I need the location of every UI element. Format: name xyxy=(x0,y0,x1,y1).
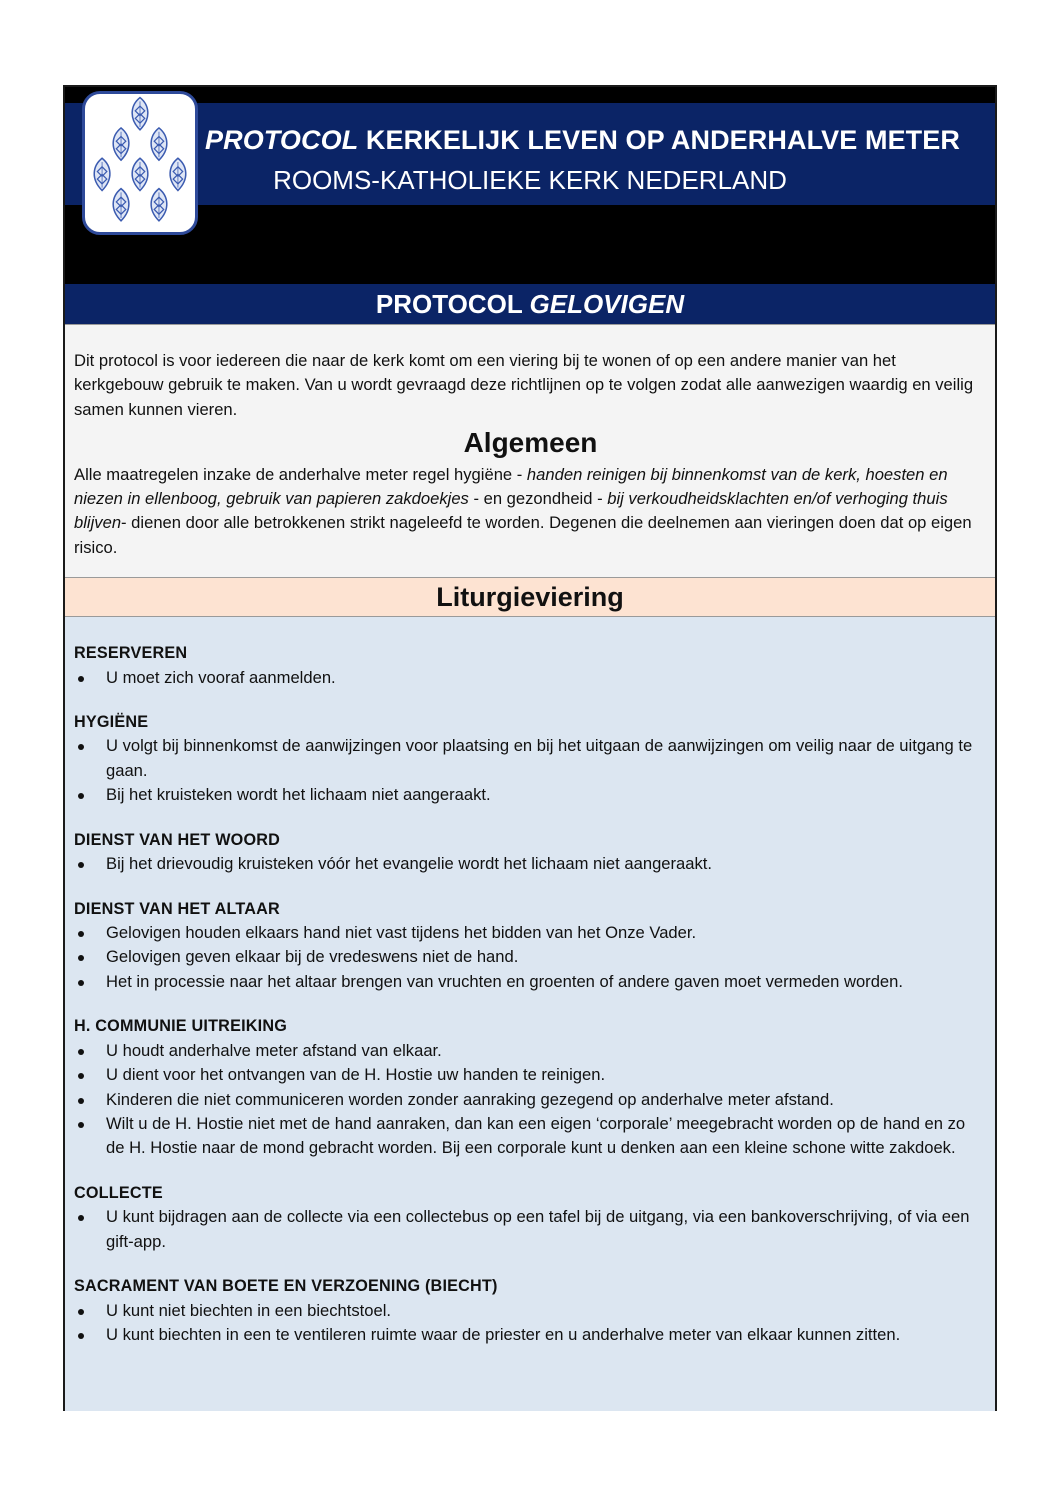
bullet-list xyxy=(74,1205,987,1254)
section-dienst-van-het-altaar xyxy=(74,897,987,995)
protocol-label-italic: GELOVIGEN xyxy=(529,289,685,319)
section-biecht xyxy=(74,1274,987,1347)
header-title-italic: PROTOCOL xyxy=(205,125,359,155)
list-item: Bij het kruisteken wordt het lichaam niet aangeraakt. xyxy=(74,783,987,807)
section-dienst-van-het-woord xyxy=(74,828,987,877)
list-item: U kunt niet biechten in een biechtstoel. xyxy=(74,1299,987,1323)
section-communie-uitreiking xyxy=(74,1014,987,1161)
section-reserveren xyxy=(74,641,987,690)
list-item: U kunt bijdragen aan de collecte via een collectebus op een tafel bij de uitgang, via een bankoverschrijving, of via een gift-app. xyxy=(74,1205,987,1254)
algemeen-part-2: handen reinigen bij binnenkomst van de kerk, hoesten en niezen in ellenboog, gebruik van papieren zakdoekjes xyxy=(74,464,948,509)
section-collecte xyxy=(74,1181,987,1254)
bullet-list xyxy=(74,921,987,994)
protocol-gelovigen-heading xyxy=(65,284,995,324)
bullet-list xyxy=(74,734,987,807)
list-item: U volgt bij binnenkomst de aanwijzingen voor plaatsing en bij het uitgaan de aanwijzingen om veilig naar de uitgang te gaan. xyxy=(74,734,987,783)
header-block xyxy=(65,87,995,284)
section-heading: RESERVEREN xyxy=(74,644,188,662)
header-subtitle: ROOMS-KATHOLIEKE KERK NEDERLAND xyxy=(273,165,787,195)
list-item: U kunt biechten in een te ventileren ruimte waar de priester en u anderhalve meter van elkaar kunnen zitten. xyxy=(74,1323,987,1347)
list-item: Het in processie naar het altaar brengen van vruchten en groenten of andere gaven moet vermeden worden. xyxy=(74,970,987,994)
algemeen-part-3: - en gezondheid - xyxy=(468,489,608,509)
header-title-rest: KERKELIJK LEVEN OP ANDERHALVE METER xyxy=(358,125,960,155)
intro-paragraph: Dit protocol is voor iedereen die naar de kerk komt om een viering bij te wonen of op een andere manier van het kerkgebouw gebruik te maken. Van u wordt gevraagd deze richtlijnen op te volgen zodat alle aanwezigen waardig en veilig samen kunnen vieren. xyxy=(74,351,974,419)
section-heading: SACRAMENT VAN BOETE EN VERZOENING (BIECHT) xyxy=(74,1277,498,1296)
bullet-list xyxy=(74,1299,987,1348)
algemeen-part-5: - dienen door alle betrokkenen strikt nageleefd te worden. Degenen die deelnemen aan vieringen doen dat op eigen risico. xyxy=(74,513,972,557)
bullet-list xyxy=(74,852,987,876)
algemeen-heading: Algemeen xyxy=(463,426,598,458)
list-item: Gelovigen houden elkaars hand niet vast tijdens het bidden van het Onze Vader. xyxy=(74,921,987,945)
list-item: Wilt u de H. Hostie niet met de hand aanraken, dan kan een eigen ‘corporale’ meegebracht worden op de hand en zo de H. Hostie naar de mond gebracht worden. Bij een corporale kunt u denken aan een kleine schone witte zakdoek. xyxy=(74,1112,987,1161)
section-hygiene xyxy=(74,710,987,808)
list-item: Gelovigen geven elkaar bij de vredeswens niet de hand. xyxy=(74,945,987,969)
list-item: Bij het drievoudig kruisteken vóór het evangelie wordt het lichaam niet aangeraakt. xyxy=(74,852,987,876)
bullet-list xyxy=(74,666,987,690)
diocese-logo-icon xyxy=(82,91,198,235)
section-heading: H. COMMUNIE UITREIKING xyxy=(74,1017,288,1036)
list-item: Kinderen die niet communiceren worden zonder aanraking gezegend op anderhalve meter afstand. xyxy=(74,1088,987,1112)
section-heading: COLLECTE xyxy=(74,1183,163,1202)
document-page xyxy=(63,85,997,1411)
algemeen-part-1: Alle maatregelen inzake de anderhalve meter regel hygiëne - xyxy=(74,464,527,484)
header-title xyxy=(205,125,985,156)
header-band xyxy=(65,103,995,205)
section-heading: DIENST VAN HET ALTAAR xyxy=(74,899,280,918)
section-heading: HYGIËNE xyxy=(74,712,149,731)
list-item: U moet zich vooraf aanmelden. xyxy=(74,666,987,690)
intro-block xyxy=(65,324,995,577)
algemeen-part-4: bij verkoudheidsklachten en/of verhoging thuis blijven xyxy=(74,489,948,533)
algemeen-paragraph xyxy=(74,463,987,560)
liturgieviering-heading: Liturgieviering xyxy=(65,577,995,617)
list-item: U dient voor het ontvangen van de H. Hostie uw handen te reinigen. xyxy=(74,1063,987,1087)
bullet-list xyxy=(74,1039,987,1161)
liturgie-content xyxy=(65,617,995,1411)
section-heading: DIENST VAN HET WOORD xyxy=(74,830,281,849)
list-item: U houdt anderhalve meter afstand van elkaar. xyxy=(74,1039,987,1063)
protocol-label: PROTOCOL xyxy=(375,289,530,319)
